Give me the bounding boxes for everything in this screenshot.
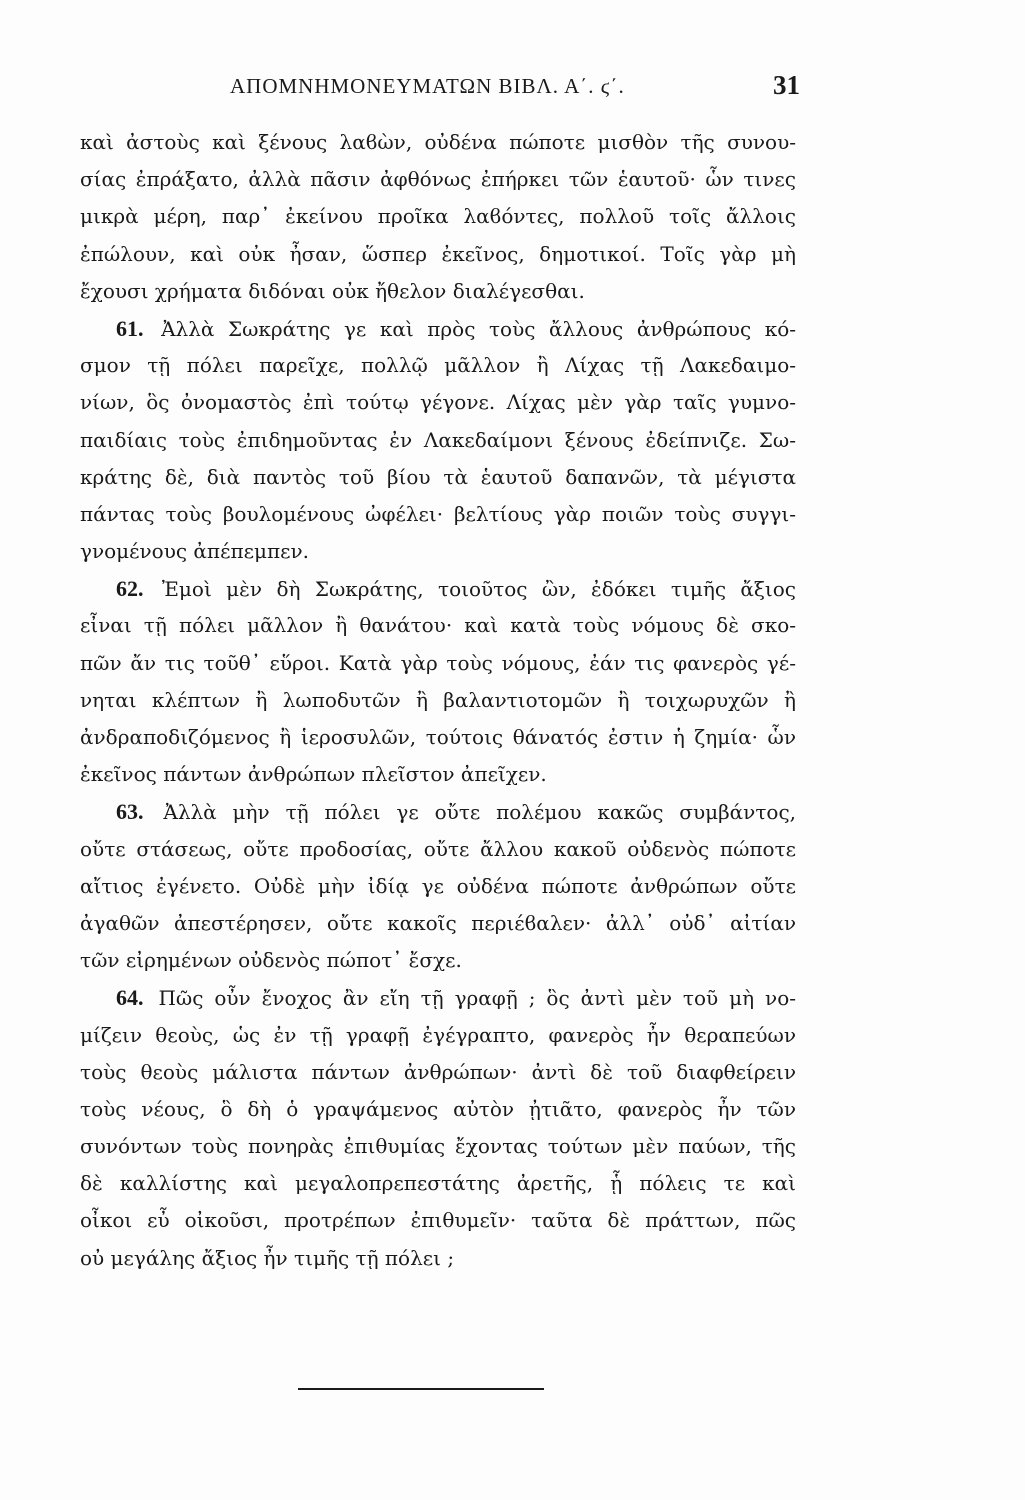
- text-line: παιδίαις τοὺς ἐπιδημοῦντας ἐν Λακεδαίμονι ξένους ἐδείπνιζε. Σω-: [80, 427, 796, 452]
- text-line: καὶ ἀστοὺς καὶ ξένους λαϐὼν, οὐδένα πώποτε μισθὸν τῆς συνου-: [80, 130, 796, 154]
- section-number-64: 64.: [116, 985, 144, 1011]
- text-line: τοὺς θεοὺς μάλιστα πάντων ἀνθρώπων· ἀντὶ δὲ τοῦ διαφθείρειν: [80, 1059, 796, 1084]
- text-line: σμον τῇ πόλει παρεῖχε, πολλῷ μᾶλλον ἢ Λίχας τῇ Λακεδαιμο-: [80, 353, 796, 378]
- section-62-first-line: [80, 570, 796, 607]
- text-line: τῶν εἰρημένων οὐδενὸς πώποτ᾽ ἔσχε.: [80, 948, 462, 973]
- text-line: ἀνδραποδιζόμενος ἢ ἱεροσυλῶν, τούτοις θάνατός ἐστιν ἡ ζημία· ὧν: [80, 725, 796, 749]
- section-64-first-line: [80, 979, 796, 1016]
- text-line: αἴτιος ἐγένετο. Οὐδὲ μὴν ἰδίᾳ γε οὐδένα πώποτε ἀνθρώπων οὔτε: [80, 873, 796, 898]
- text-line: δὲ καλλίστης καὶ μεγαλοπρεπεστάτης ἀρετῆς, ᾗ πόλεις τε καὶ: [80, 1171, 796, 1196]
- end-rule: [298, 1388, 544, 1390]
- text-line: σίας ἐπράξατο, ἀλλὰ πᾶσιν ἀφθόνως ἐπήρκει τῶν ἑαυτοῦ· ὧν τινες: [80, 167, 796, 192]
- text-span: Πῶς οὖν ἔνοχος ἂν εἴη τῇ γραφῇ ; ὃς ἀντὶ μὲν τοῦ μὴ νο-: [158, 986, 797, 1011]
- text-line: εἶναι τῇ πόλει μᾶλλον ἢ θανάτου· καὶ κατὰ τοὺς νόμους δὲ σκο-: [80, 613, 796, 638]
- page-number: 31: [773, 70, 800, 100]
- text-line: οὐ μεγάλης ἄξιος ἦν τιμῆς τῇ πόλει ;: [80, 1245, 455, 1270]
- text-line: οἶκοι εὖ οἰκοῦσι, προτρέπων ἐπιθυμεῖν· ταῦτα δὲ πράττων, πῶς: [80, 1208, 796, 1233]
- section-number-62: 62.: [116, 576, 144, 602]
- text-line: πάντας τοὺς βουλομένους ὠφέλει· βελτίους γὰρ ποιῶν τοὺς συγγι-: [80, 501, 796, 526]
- text-line: συνόντων τοὺς πονηρὰς ἐπιθυμίας ἔχοντας τούτων μὲν παύων, τῆς: [80, 1134, 796, 1159]
- section-61-first-line: [80, 310, 796, 347]
- text-line: μικρὰ μέρη, παρ᾽ ἐκείνου προῖκα λαϐόντες, πολλοῦ τοῖς ἄλλοις: [80, 204, 796, 229]
- text-span: Ἀλλὰ μὴν τῇ πόλει γε οὔτε πολέμου κακῶς συμβάντος,: [163, 800, 796, 825]
- text-line: μίζειν θεοὺς, ὡς ἐν τῇ γραφῇ ἐγέγραπτο, φανερὸς ἦν θεραπεύων: [80, 1022, 796, 1047]
- body-text: [80, 124, 796, 1277]
- running-title: ΑΠΟΜΝΗΜΟΝΕΥΜΑΤΩΝ ΒΙΒΛ. Α΄. ϛ΄.: [230, 74, 625, 98]
- text-span: Ἀλλὰ Σωκράτης γε καὶ πρὸς τοὺς ἄλλους ἀνθρώπους κό-: [161, 316, 797, 341]
- text-line: νίων, ὃς ὀνομαστὸς ἐπὶ τούτῳ γέγονε. Λίχας μὲν γὰρ ταῖς γυμνο-: [80, 390, 796, 415]
- text-line: ἔχουσι χρήματα διδόναι οὐκ ἤθελον διαλέγεσθαι.: [80, 278, 585, 303]
- text-line: γνομένους ἀπέπεμπεν.: [80, 539, 309, 564]
- text-line: ἐκεῖνος πάντων ἀνθρώπων πλεῖστον ἀπεῖχεν.: [80, 762, 547, 787]
- section-number-61: 61.: [116, 315, 144, 341]
- section-63-first-line: [80, 793, 796, 830]
- text-line: κράτης δὲ, διὰ παντὸς τοῦ βίου τὰ ἑαυτοῦ δαπανῶν, τὰ μέγιστα: [80, 464, 796, 489]
- text-line: ἀγαθῶν ἀπεστέρησεν, οὔτε κακοῖς περιέϐαλεν· ἀλλ᾽ οὐδ᾽ αἰτίαν: [80, 910, 796, 935]
- text-span: Ἐμοὶ μὲν δὴ Σωκράτης, τοιοῦτος ὢν, ἐδόκει τιμῆς ἄξιος: [161, 577, 796, 602]
- text-line: πῶν ἄν τις τοῦθ᾽ εὕροι. Κατὰ γὰρ τοὺς νόμους, ἐάν τις φανερὸς γέ-: [80, 650, 796, 675]
- text-line: νηται κλέπτων ἢ λωποδυτῶν ἢ βαλαντιοτομῶν ἢ τοιχωρυχῶν ἢ: [80, 687, 796, 712]
- text-line: τοὺς νέους, ὃ δὴ ὁ γραψάμενος αὐτὸν ᾐτιᾶτο, φανερὸς ἦν τῶν: [80, 1096, 796, 1121]
- text-line: ἐπώλουν, καὶ οὐκ ἦσαν, ὥσπερ ἐκεῖνος, δημοτικοί. Τοῖς γὰρ μὴ: [80, 241, 796, 266]
- text-line: οὔτε στάσεως, οὔτε προδοσίας, οὔτε ἄλλου κακοῦ οὐδενὸς πώποτε: [80, 836, 796, 861]
- section-number-63: 63.: [116, 799, 144, 825]
- page-header: [80, 70, 800, 110]
